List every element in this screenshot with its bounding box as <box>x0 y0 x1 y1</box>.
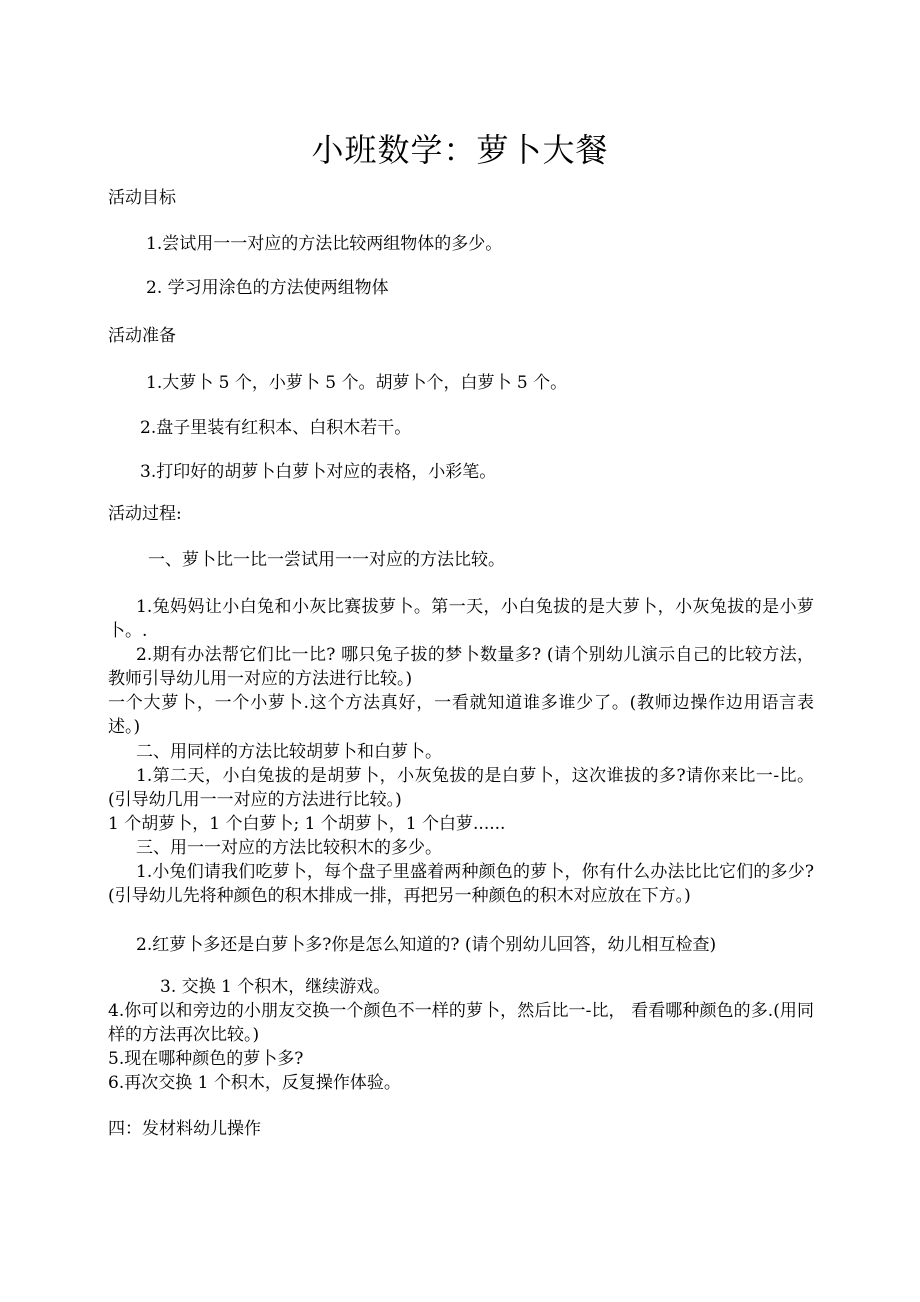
paragraph-3: 一个大萝卜，一个小萝卜.这个方法真好，一看就知道谁多谁少了。(教师边操作边用语言表述。) <box>108 693 814 737</box>
prep-item-3: 3.打印好的胡萝卜白萝卜对应的表格，小彩笔。 <box>140 462 497 482</box>
paragraph-8: 3. 交换 1 个积木，继续游戏。 <box>160 977 391 997</box>
paragraph-7: 2.红萝卜多还是白萝卜多?你是怎么知道的? (请个别幼儿回答，幼儿相互检查) <box>136 935 717 955</box>
section-heading-3: 三、用一一对应的方法比较积木的多少。 <box>136 838 442 858</box>
section-heading-4: 四：发材料幼儿操作 <box>108 1119 261 1139</box>
paragraph-9: 4.你可以和旁边的小朋友交换一个颜色不一样的萝卜，然后比一-比， 看看哪种颜色的多.(用同样的方法再次比较。) <box>108 1001 814 1045</box>
prep-item-1: 1.大萝卜 5 个，小萝卜 5 个。胡萝卜个，白萝卜 5 个。 <box>146 373 568 393</box>
document-title: 小班数学：萝卜大餐 <box>311 131 609 169</box>
goal-item-1: 1.尝试用一一对应的方法比较两组物体的多少。 <box>146 234 503 254</box>
goal-item-2: 2. 学习用涂色的方法使两组物体 <box>146 278 389 298</box>
paragraph-11: 6.再次交换 1 个积木，反复操作体验。 <box>108 1073 401 1093</box>
paragraph-2: 2.期有办法帮它们比一比? 哪只兔子拔的梦卜数量多? (请个别幼儿演示自己的比较方法，教师引导幼儿用一对应的方法进行比较。) <box>108 645 814 689</box>
section-heading-1: 一、萝卜比一比一尝试用一一对应的方法比较。 <box>148 550 505 570</box>
paragraph-6: 1.小兔们请我们吃萝卜，每个盘子里盛着两种颜色的萝卜，你有什么办法比比它们的多少? (引导幼儿先将种颜色的积木排成一排，再把另一种颜色的积木对应放在下方。) <box>108 862 814 906</box>
paragraph-10: 5.现在哪种颜色的萝卜多? <box>108 1049 304 1069</box>
paragraph-1: 1.兔妈妈让小白兔和小灰比赛拔萝卜。第一天，小白兔拔的是大萝卜，小灰兔拔的是小萝卜。. <box>108 597 814 641</box>
section-heading-2: 二、用同样的方法比较胡萝卜和白萝卜。 <box>136 742 442 762</box>
goal-heading: 活动目标 <box>108 188 176 208</box>
prep-heading: 活动准备 <box>108 326 176 346</box>
paragraph-4: 1.第二天，小白兔拔的是胡萝卜，小灰兔拔的是白萝卜，这次谁拔的多?请你来比一-比。 (引导幼几用一一对应的方法进行比较。) <box>108 766 814 810</box>
process-heading: 活动过程: <box>108 504 182 524</box>
prep-item-2: 2.盘子里装有红积本、白积木若干。 <box>140 418 412 438</box>
paragraph-5: 1 个胡萝卜，1 个白萝卜; 1 个胡萝卜，1 个白萝...... <box>108 814 506 834</box>
